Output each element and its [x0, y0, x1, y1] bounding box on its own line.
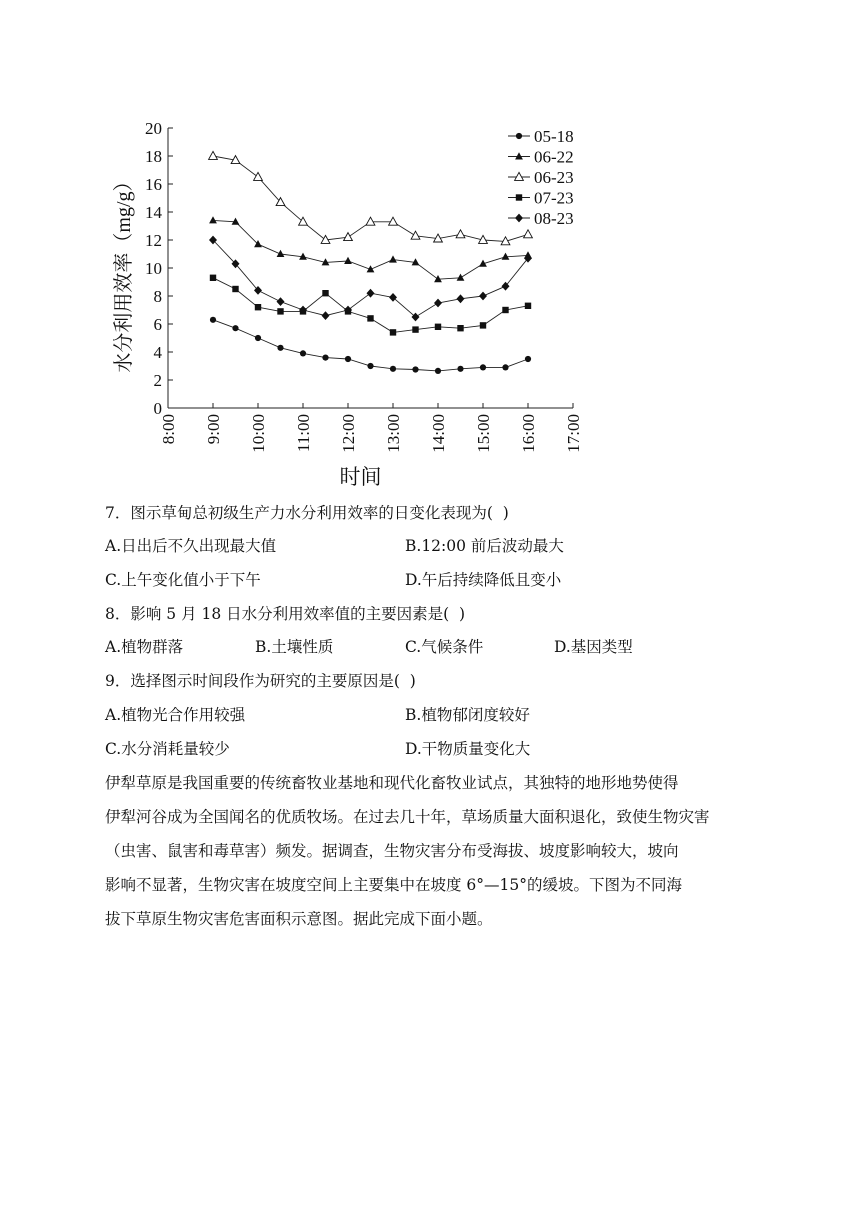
y-tick-label: 12 [145, 231, 162, 250]
question-7-option-d: D.午后持续降低且变小 [405, 571, 562, 589]
data-point [254, 172, 263, 180]
passage-line: 伊犁河谷成为全国闻名的优质牧场。在过去几十年，草场质量大面积退化，致使生物灾害 [105, 808, 710, 826]
x-tick-label: 10:00 [249, 414, 268, 453]
question-9-option-c: C.水分消耗量较少 [105, 740, 230, 758]
x-tick-label: 14:00 [429, 414, 448, 453]
data-point [457, 274, 465, 281]
passage-line: 影响不显著，生物灾害在坡度空间上主要集中在坡度 6°—15°的缓坡。下图为不同海 [105, 876, 683, 894]
data-point [515, 214, 523, 223]
legend-label: 05-18 [534, 127, 574, 146]
data-point [210, 317, 216, 323]
data-point [389, 217, 398, 225]
passage-line: （虫害、鼠害和毒草害）频发。据调查，生物灾害分布受海拔、坡度影响较大，坡向 [105, 842, 679, 860]
data-point [412, 313, 420, 322]
legend-label: 07-23 [534, 188, 574, 208]
question-8-stem: 8．影响 5 月 18 日水分利用效率值的主要因素是( ) [105, 605, 466, 623]
question-9-option-b: B.植物郁闭度较好 [405, 706, 530, 724]
question-9-option-d: D.干物质量变化大 [405, 740, 531, 758]
series-06-23 [209, 151, 533, 244]
data-point [390, 366, 396, 372]
data-point [209, 151, 218, 159]
question-8-option-b: B.土壤性质 [255, 638, 334, 656]
x-tick-label: 15:00 [474, 414, 493, 453]
data-point [322, 311, 330, 320]
data-point [502, 307, 508, 313]
data-point [389, 293, 397, 302]
legend-label: 06-22 [534, 147, 574, 167]
data-point [480, 322, 486, 328]
data-point [412, 366, 418, 372]
data-point [515, 172, 524, 180]
legend-item [508, 127, 574, 146]
data-point [232, 325, 238, 331]
data-point [389, 255, 397, 262]
data-point [411, 231, 420, 239]
y-tick-label: 14 [145, 203, 162, 222]
legend-item [508, 209, 574, 228]
data-point [502, 364, 508, 370]
data-point [322, 355, 328, 361]
question-9-option-a: A.植物光合作用较强 [105, 706, 246, 724]
data-point [210, 275, 216, 281]
y-tick-label: 0 [153, 399, 162, 418]
data-point [367, 315, 373, 321]
x-tick-label: 16:00 [519, 414, 538, 453]
legend-label: 08-23 [534, 209, 574, 228]
question-8-option-a: A.植物群落 [105, 638, 184, 656]
data-point [525, 356, 531, 362]
series-06-22 [209, 216, 532, 282]
data-point [435, 324, 441, 330]
data-point [344, 233, 353, 241]
y-tick-label: 18 [145, 147, 162, 166]
data-point [525, 303, 531, 309]
data-point [515, 152, 523, 159]
data-point [480, 364, 486, 370]
y-tick-label: 4 [153, 343, 162, 362]
y-tick-label: 2 [153, 371, 162, 390]
data-point [457, 325, 463, 331]
legend-label: 06-23 [534, 168, 574, 187]
y-tick-label: 8 [153, 287, 162, 306]
x-tick-label: 13:00 [384, 414, 403, 453]
x-tick-label: 12:00 [339, 414, 358, 453]
x-tick-label: 11:00 [294, 414, 313, 453]
question-9-stem: 9．选择图示时间段作为研究的主要原因是( ) [105, 672, 416, 690]
data-point [344, 257, 352, 264]
data-point [457, 366, 463, 372]
y-tick-label: 20 [145, 119, 162, 138]
y-tick-label: 10 [145, 259, 162, 278]
data-point [479, 292, 487, 301]
x-tick-label: 9:00 [204, 414, 223, 445]
y-tick-label: 6 [153, 315, 162, 334]
data-point [232, 286, 238, 292]
data-point [434, 299, 442, 308]
water-use-efficiency-chart [100, 112, 600, 492]
question-7-option-c: C.上午变化值小于下午 [105, 571, 261, 589]
legend-item [508, 168, 574, 187]
question-7-option-b: B.12:00 前后波动最大 [405, 537, 564, 555]
question-8-option-d: D.基因类型 [554, 638, 633, 656]
legend-item [508, 189, 574, 208]
data-point [345, 356, 351, 362]
data-point [516, 133, 522, 139]
passage-line: 拔下草原生物灾害危害面积示意图。据此完成下面小题。 [105, 910, 493, 928]
data-point [277, 297, 285, 306]
passage-line: 伊犁草原是我国重要的传统畜牧业基地和现代化畜牧业试点，其独特的地形地势使得 [105, 774, 679, 792]
chart-axes [112, 119, 583, 489]
question-7-stem: 7．图示草甸总初级生产力水分利用效率的日变化表现为( ) [105, 504, 509, 522]
question-8-option-c: C.气候条件 [405, 638, 484, 656]
data-point [367, 289, 375, 298]
data-point [412, 326, 418, 332]
data-point [255, 335, 261, 341]
data-point [300, 350, 306, 356]
legend-item [508, 148, 574, 167]
series-line [213, 156, 528, 241]
chart-legend [508, 127, 574, 228]
data-point [367, 363, 373, 369]
data-point [277, 345, 283, 351]
data-point [277, 308, 283, 314]
chart-series [209, 151, 533, 374]
data-point [435, 368, 441, 374]
data-point [209, 216, 217, 223]
question-7-option-a: A.日出后不久出现最大值 [105, 537, 277, 555]
x-tick-label: 17:00 [564, 414, 583, 453]
data-point [524, 230, 533, 238]
x-axis-title: 时间 [339, 465, 382, 489]
data-point [390, 329, 396, 335]
data-point [255, 304, 261, 310]
y-axis-title: 水分利用效率（mg/g） [113, 171, 135, 373]
data-point [322, 290, 328, 296]
data-point [516, 194, 522, 200]
data-point [299, 217, 308, 225]
x-tick-label: 8:00 [159, 414, 178, 445]
data-point [366, 217, 375, 225]
data-point [277, 250, 285, 257]
y-tick-label: 16 [145, 175, 162, 194]
data-point [457, 294, 465, 303]
series-07-23 [210, 275, 531, 336]
data-point [456, 230, 465, 238]
